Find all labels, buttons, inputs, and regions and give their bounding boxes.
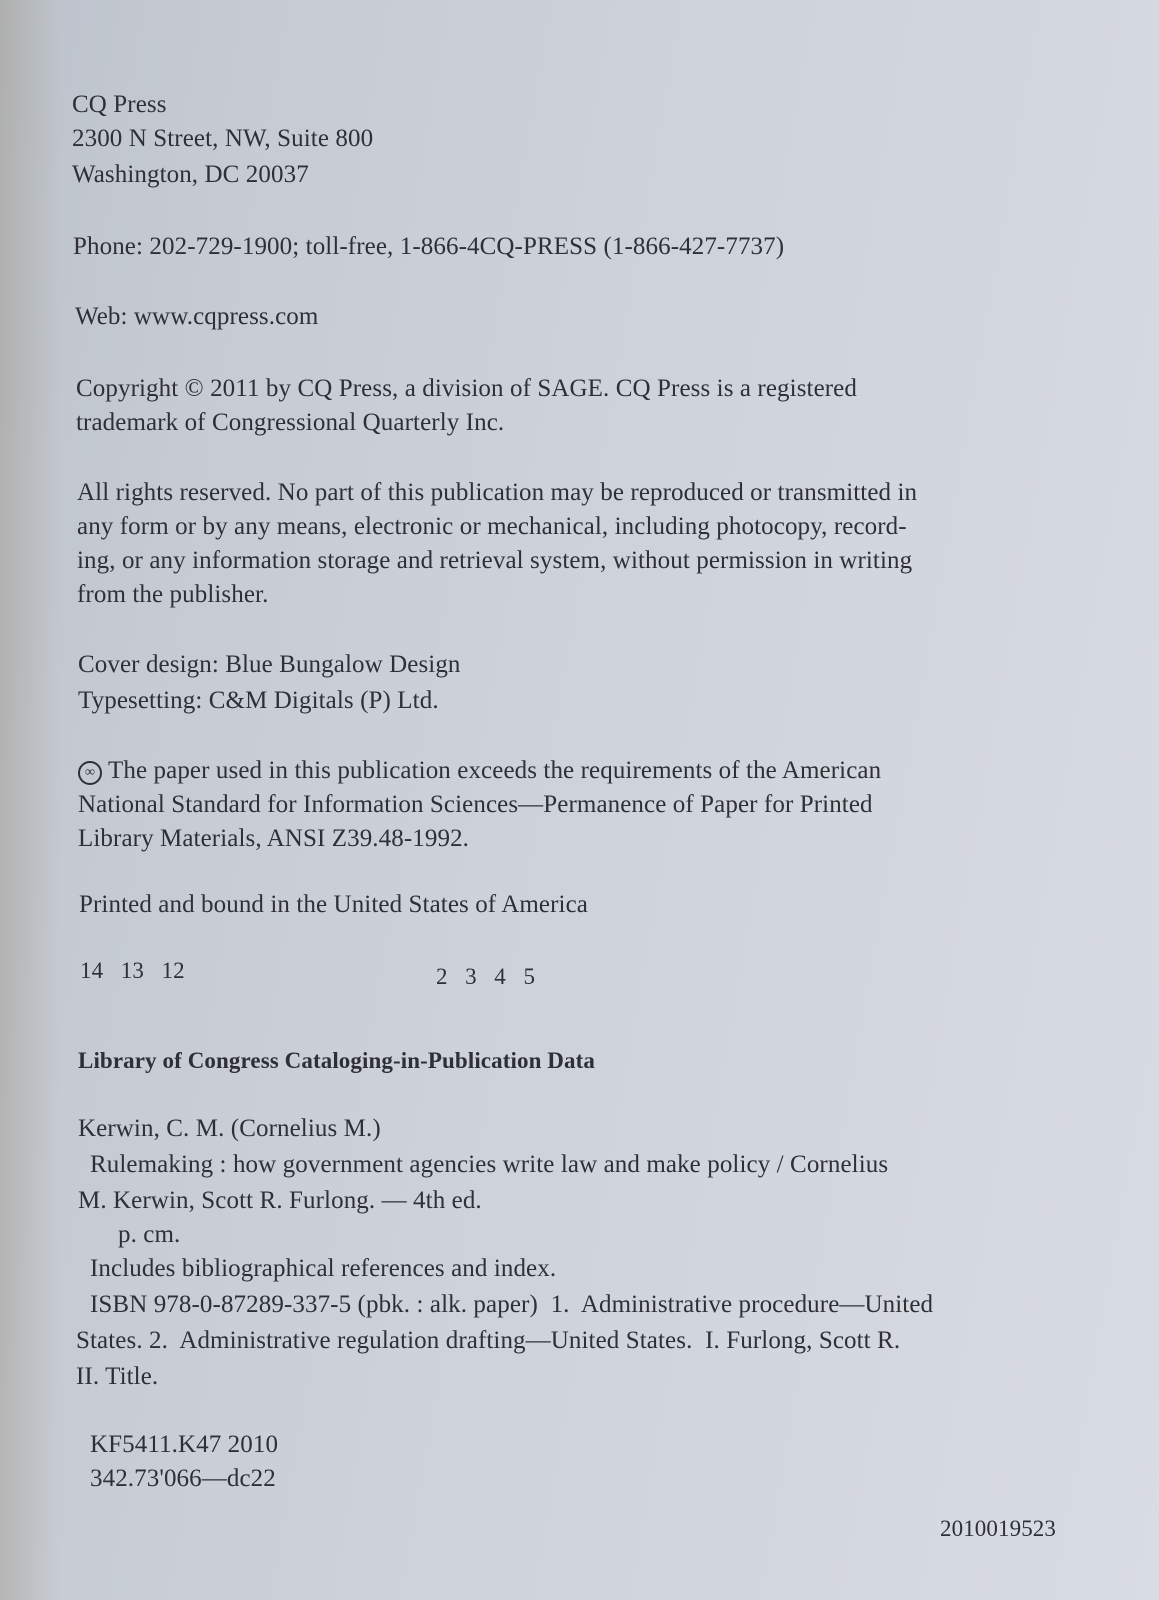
cataloging-includes: Includes bibliographical references and index.: [90, 1255, 557, 1282]
cataloging-isbn-3: II. Title.: [76, 1363, 159, 1390]
lccn-number: 2010019523: [940, 1516, 1056, 1541]
infinity-paper-icon: ∞: [78, 761, 102, 785]
cataloging-title-1: Rulemaking : how government agencies write law and make policy / Cornelius: [90, 1151, 889, 1178]
cataloging-isbn-2: States. 2. Administrative regulation drafting—United States. I. Furlong, Scott R.: [76, 1327, 901, 1354]
cataloging-title-2: M. Kerwin, Scott R. Furlong. — 4th ed.: [78, 1187, 482, 1214]
print-years: 14 13 12: [80, 958, 185, 983]
cataloging-isbn-1: ISBN 978-0-87289-337-5 (pbk. : alk. paper) 1. Administrative procedure—United: [90, 1291, 934, 1318]
rights-line-1: All rights reserved. No part of this publication may be reproduced or transmitted in: [77, 479, 918, 506]
copyright-line-2: trademark of Congressional Quarterly Inc.: [76, 409, 505, 436]
paper-notice-line-2: National Standard for Information Sciences—Permanence of Paper for Printed: [78, 791, 873, 818]
paper-notice-text-1: The paper used in this publication exceeds the requirements of the American: [108, 757, 882, 784]
publisher-web: Web: www.cqpress.com: [75, 303, 319, 330]
dewey-number: 342.73'066—dc22: [90, 1465, 276, 1492]
printed-in: Printed and bound in the United States of America: [79, 891, 588, 918]
rights-line-4: from the publisher.: [77, 581, 269, 608]
publisher-name: CQ Press: [72, 91, 167, 118]
copyright-line-1: Copyright © 2011 by CQ Press, a division of SAGE. CQ Press is a registered: [76, 375, 857, 402]
cataloging-heading: Library of Congress Cataloging-in-Publication Data: [78, 1048, 595, 1073]
call-number: KF5411.K47 2010: [90, 1431, 279, 1458]
rights-line-3: ing, or any information storage and retrieval system, without permission in writing: [77, 547, 913, 574]
publisher-phone: Phone: 202-729-1900; toll-free, 1-866-4CQ-PRESS (1-866-427-7737): [73, 233, 785, 260]
rights-line-2: any form or by any means, electronic or mechanical, including photocopy, record-: [77, 513, 907, 540]
paper-notice-line-3: Library Materials, ANSI Z39.48-1992.: [78, 825, 470, 852]
cover-design-credit: Cover design: Blue Bungalow Design: [78, 651, 461, 678]
cataloging-author: Kerwin, C. M. (Cornelius M.): [78, 1115, 381, 1142]
paper-notice-line-1: [78, 756, 881, 786]
cataloging-pages: p. cm.: [118, 1221, 181, 1248]
publisher-street: 2300 N Street, NW, Suite 800: [72, 125, 374, 152]
typesetting-credit: Typesetting: C&M Digitals (P) Ltd.: [78, 687, 439, 714]
print-impressions: 2 3 4 5: [436, 964, 536, 989]
publisher-city: Washington, DC 20037: [72, 161, 309, 188]
